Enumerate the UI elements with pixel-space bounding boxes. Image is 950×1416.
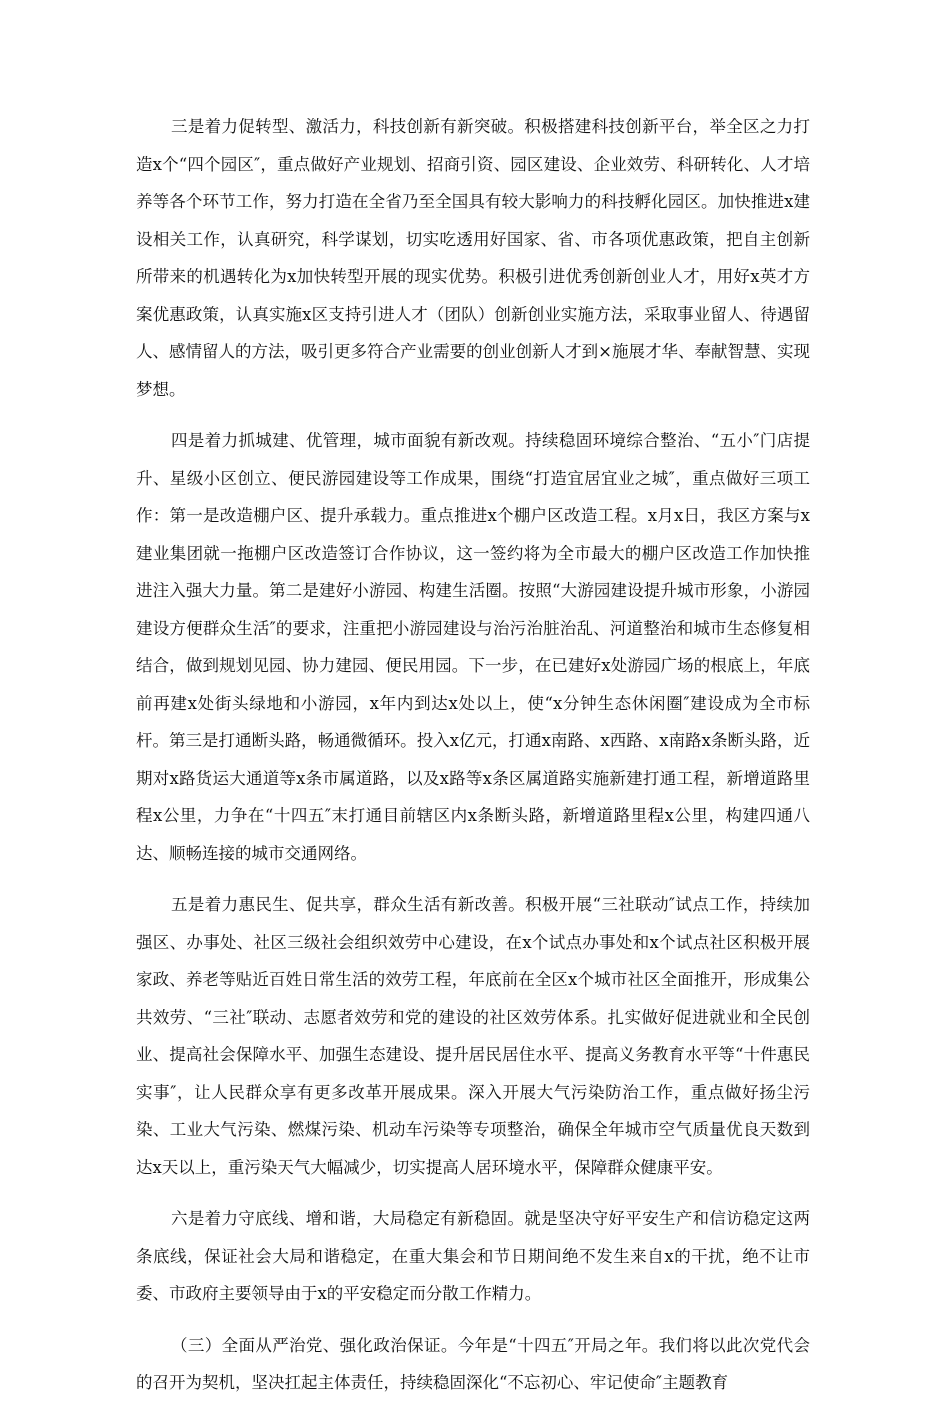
paragraph-stability: 六是着力守底线、增和谐，大局稳定有新稳固。就是坚决守好平安生产和信访稳定这两条底线，保证社会大局和谐稳定，在重大集会和节日期间绝不发生来自x的干扰，绝不让市委、市政府主要领导由于x的平安稳定而分散工作精力。 — [136, 1209, 810, 1303]
paragraph-livelihood: 五是着力惠民生、促共享，群众生活有新改善。积极开展“三社联动″试点工作，持续加强区、办事处、社区三级社会组织效劳中心建设，在x个试点办事处和x个试点社区积极开展家政、养老等贴近百姓日常生活的效劳工程，年底前在全区x个城市社区全面推开，形成集公共效劳、“三社″联动、志愿者效劳和党的建设的社区效劳体系。扎实做好促进就业和全民创业、提高社会保障水平、加强生态建设、提升居民居住水平、提高义务教育水平等“十件惠民实事″，让人民群众享有更多改革开展成果。深入开展大气污染防治工作，重点做好扬尘污染、工业大气污染、燃煤污染、机动车污染等专项整治，确保全年城市空气质量优良天数到达x天以上，重污染天气大幅减少，切实提高人居环境水平，保障群众健康平安。 — [136, 895, 810, 1177]
paragraph-urban-construction: 四是着力抓城建、优管理，城市面貌有新改观。持续稳固环境综合整治、“五小″门店提升、星级小区创立、便民游园建设等工作成果，围绕“打造宜居宜业之城″，重点做好三项工作：第一是改造棚户区、提升承载力。重点推进x个棚户区改造工程。x月x日，我区方案与x建业集团就一拖棚户区改造签订合作协议，这一签约将为全市最大的棚户区改造工作加快推进注入强大力量。第二是建好小游园、构建生活圈。按照“大游园建设提升城市形象，小游园建设方便群众生活″的要求，注重把小游园建设与治污治脏治乱、河道整治和城市生态修复相结合，做到规划见园、协力建园、便民用园。下一步，在已建好x处游园广场的根底上，年底前再建x处街头绿地和小游园，x年内到达x处以上，使“x分钟生态休闲圈″建设成为全市标杆。第三是打通断头路，畅通微循环。投入x亿元，打通x南路、x西路、x南路x条断头路，近期对x路货运大通道等x条市属道路，以及x路等x条区属道路实施新建打通工程，新增道路里程x公里，力争在“十四五″末打通目前辖区内x条断头路，新增道路里程x公里，构建四通八达、顺畅连接的城市交通网络。 — [136, 431, 810, 863]
document-body — [136, 108, 810, 1416]
paragraph-innovation: 三是着力促转型、激活力，科技创新有新突破。积极搭建科技创新平台，举全区之力打造x个“四个园区″，重点做好产业规划、招商引资、园区建设、企业效劳、科研转化、人才培养等各个环节工作，努力打造在全省乃至全国具有较大影响力的科技孵化园区。加快推进x建设相关工作，认真研究，科学谋划，切实吃透用好国家、省、市各项优惠政策，把自主创新所带来的机遇转化为x加快转型开展的现实优势。积极引进优秀创新创业人才，用好x英才方案优惠政策，认真实施x区支持引进人才（团队）创新创业实施方法，采取事业留人、待遇留人、感情留人的方法，吸引更多符合产业需要的创业创新人才到×施展才华、奉献智慧、实现梦想。 — [136, 117, 810, 399]
paragraph-party-governance: （三）全面从严治党、强化政治保证。今年是“十四五″开局之年。我们将以此次党代会的召开为契机，坚决扛起主体责任，持续稳固深化“不忘初心、牢记使命″主题教育 — [136, 1335, 810, 1392]
